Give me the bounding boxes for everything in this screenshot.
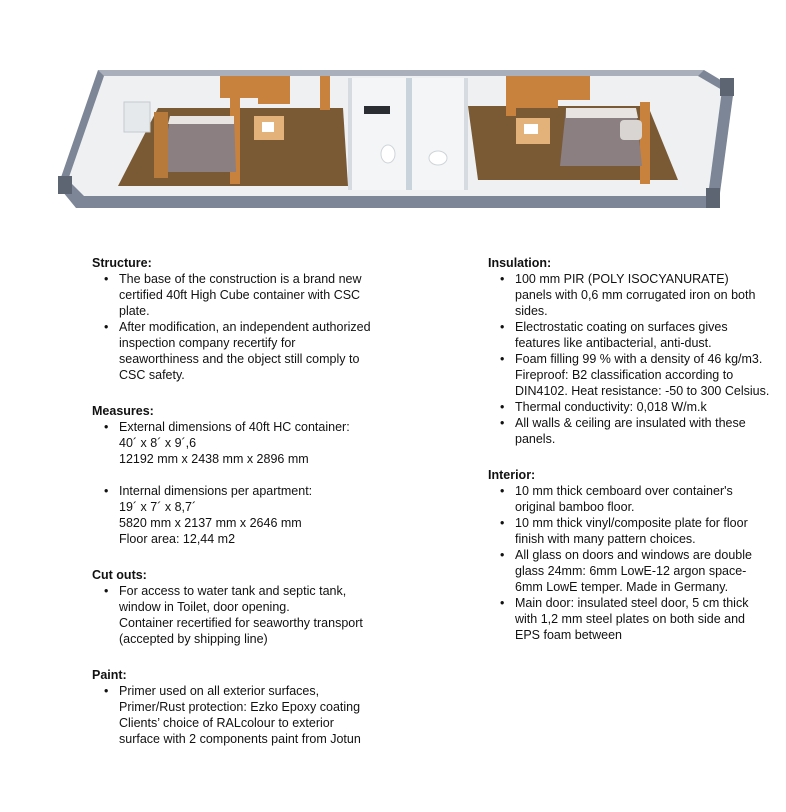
paint-heading: Paint:	[92, 668, 127, 682]
list-item: • Main door: insulated steel door, 5 cm thick with 1,2 mm steel plates on both side and EPS foam between	[488, 595, 778, 643]
list-item: • All walls & ceiling are insulated with these panels.	[488, 415, 778, 447]
measures-heading: Measures:	[92, 404, 154, 418]
insulation-heading: Insulation:	[488, 256, 552, 270]
structure-list	[92, 271, 392, 383]
list-item: • Thermal conductivity: 0,018 W/m.k	[488, 399, 778, 415]
toilet	[381, 145, 395, 163]
structure-section	[92, 255, 392, 383]
insulation-list	[488, 271, 778, 447]
interior-heading: Interior:	[488, 468, 536, 482]
paint-section	[92, 667, 392, 747]
list-item: • 10 mm thick vinyl/composite plate for floor finish with many pattern choices.	[488, 515, 778, 547]
sink	[429, 151, 447, 165]
measures-section	[92, 403, 392, 547]
measures-list	[92, 419, 392, 547]
cutouts-heading: Cut outs:	[92, 568, 147, 582]
list-item: • The base of the construction is a brand new certified 40ft High Cube container with CSC plate.	[92, 271, 392, 319]
list-item: • After modification, an independent authorized inspection company recertify for seaworthiness and the object still comply to CSC safety.	[92, 319, 392, 383]
container-floorplan-render	[58, 68, 734, 218]
right-chair	[620, 120, 642, 140]
right-column	[488, 255, 778, 663]
interior-section	[488, 467, 778, 643]
cutouts-list	[92, 583, 392, 647]
list-item: • For access to water tank and septic tank, window in Toilet, door opening. Container recertified for seaworthy transport (accepted by shipping line)	[92, 583, 392, 647]
list-item: • All glass on doors and windows are double glass 24mm: 6mm LowE-12 argon space- 6mm LowE temper. Made in Germany.	[488, 547, 778, 595]
list-item: • 10 mm thick cemboard over container's original bamboo floor.	[488, 483, 778, 515]
insulation-section	[488, 255, 778, 447]
list-item: • Primer used on all exterior surfaces, Primer/Rust protection: Ezko Epoxy coating Clients’ choice of RALcolour to exterior surface with 2 components paint from Jotun	[92, 683, 392, 747]
list-item: • Electrostatic coating on surfaces gives features like antibacterial, anti-dust.	[488, 319, 778, 351]
cutouts-section	[92, 567, 392, 647]
interior-list	[488, 483, 778, 643]
list-item: • External dimensions of 40ft HC container: 40´ x 8´ x 9´,6 12192 mm x 2438 mm x 2896 mm	[92, 419, 392, 467]
left-column	[92, 255, 392, 767]
bathroom-window	[364, 106, 390, 114]
list-item: • 100 mm PIR (POLY ISOCYANURATE) panels with 0,6 mm corrugated iron on both sides.	[488, 271, 778, 319]
list-item: • Foam filling 99 % with a density of 46 kg/m3. Fireproof: B2 classification according to DIN4102. Heat resistance: -50 to 300 Celsius.	[488, 351, 778, 399]
structure-heading: Structure:	[92, 256, 152, 270]
left-bed	[162, 116, 236, 172]
paint-list	[92, 683, 392, 747]
list-item: • Internal dimensions per apartment: 19´ x 7´ x 8,7´ 5820 mm x 2137 mm x 2646 mm Floor area: 12,44 m2	[92, 483, 392, 547]
